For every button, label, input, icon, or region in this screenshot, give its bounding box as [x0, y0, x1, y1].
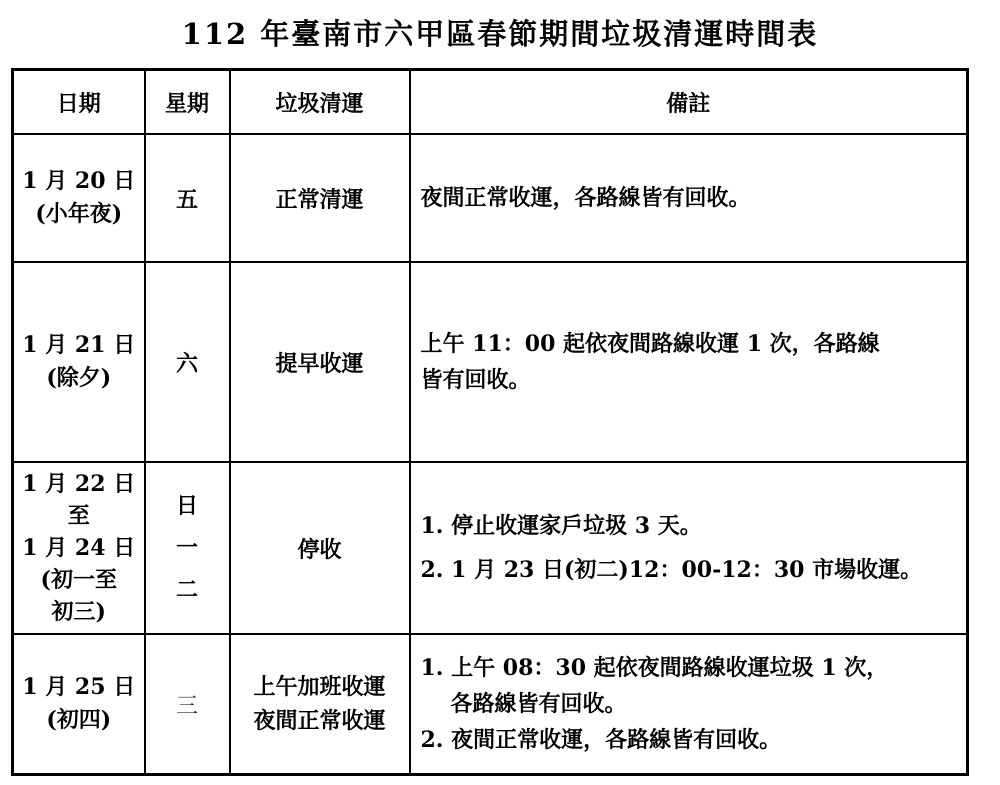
date-line: (除夕)	[46, 365, 112, 391]
note-line: 2. 夜間正常收運，各路線皆有回收。	[420, 727, 782, 753]
date-line: 1 月 21 日	[22, 332, 136, 358]
date-cell	[13, 262, 145, 462]
date-line: (初一至	[40, 567, 117, 593]
weekday-cell	[145, 262, 230, 462]
note-line: 1. 停止收運家戶垃圾 3 天。	[420, 513, 702, 539]
weekday-label: 五	[175, 186, 198, 213]
note-line: 1. 上午 08：30 起依夜間路線收運垃圾 1 次，	[420, 655, 889, 681]
note-cell	[410, 134, 968, 262]
weekday-label: 日	[175, 493, 198, 519]
weekday-label: 二	[175, 577, 198, 603]
weekday-cell	[145, 634, 230, 775]
collection-label: 上午加班收運	[253, 674, 386, 700]
date-line: 1 月 24 日	[22, 535, 136, 561]
date-line: 至	[67, 503, 90, 529]
header-notes: 備註	[410, 70, 968, 135]
date-line: 1 月 22 日	[22, 471, 136, 497]
weekday-label: 一	[175, 535, 198, 561]
note-line: 夜間正常收運，各路線皆有回收。	[420, 185, 751, 211]
date-cell	[13, 134, 145, 262]
table-row	[13, 262, 968, 462]
collection-cell	[230, 262, 410, 462]
note-cell	[410, 262, 968, 462]
collection-label: 正常清運	[275, 186, 364, 213]
header-collection: 垃圾清運	[230, 70, 410, 135]
note-line: 上午 11：00 起依夜間路線收運 1 次，各路線	[420, 331, 880, 357]
note-line: 2. 1 月 23 日(初二)12：00-12：30 市場收運。	[420, 557, 923, 583]
note-line: 各路線皆有回收。	[450, 691, 627, 717]
date-line: 1 月 25 日	[22, 674, 136, 700]
table-row	[13, 134, 968, 262]
weekday-cell	[145, 462, 230, 634]
note-cell	[410, 634, 968, 775]
date-cell	[13, 634, 145, 775]
weekday-label: 六	[175, 350, 198, 377]
weekday-cell	[145, 134, 230, 262]
date-line: (初四)	[46, 707, 112, 733]
schedule-table	[11, 68, 969, 776]
table-row	[13, 634, 968, 775]
weekday-label: 三	[175, 693, 198, 719]
header-weekday: 星期	[145, 70, 230, 135]
collection-cell	[230, 462, 410, 634]
date-line: 1 月 20 日	[22, 168, 136, 194]
date-line: 初三)	[51, 599, 106, 625]
note-spacer	[421, 544, 959, 552]
header-date: 日期	[13, 70, 145, 135]
collection-cell	[230, 634, 410, 775]
collection-label: 夜間正常收運	[253, 708, 386, 734]
collection-label: 停收	[297, 536, 342, 563]
table-row	[13, 462, 968, 634]
date-cell	[13, 462, 145, 634]
note-line: 皆有回收。	[420, 367, 531, 393]
note-cell	[410, 462, 968, 634]
date-line: (小年夜)	[35, 201, 123, 227]
table-header-row	[13, 70, 968, 135]
page-title: 112 年臺南市六甲區春節期間垃圾清運時間表	[181, 17, 819, 51]
collection-cell	[230, 134, 410, 262]
collection-label: 提早收運	[275, 350, 364, 377]
